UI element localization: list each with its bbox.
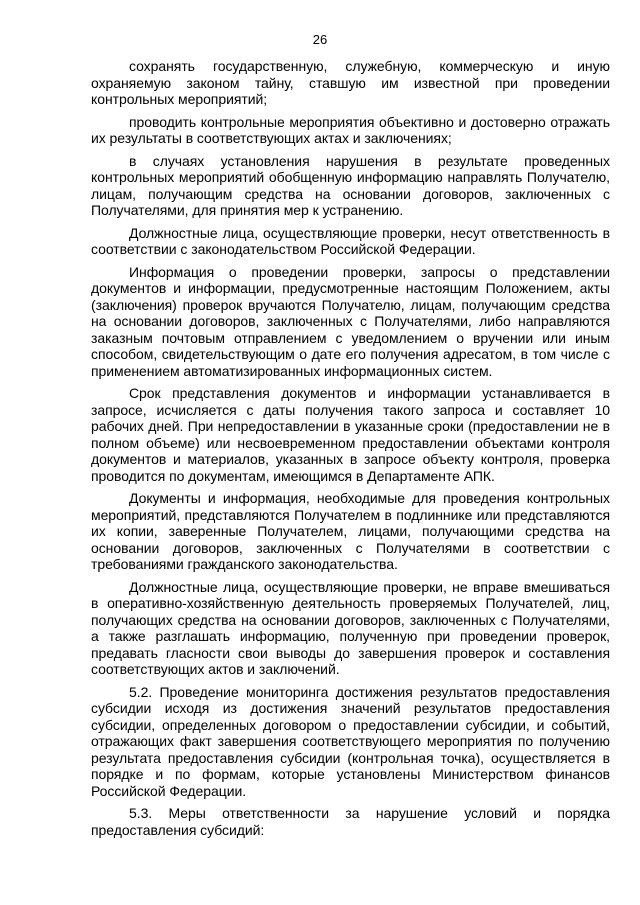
paragraph: Информация о проведении проверки, запросы о представлении документов и информации, предусмотренные настоящим Положением, акты (заключения) проверок вручаются Получателю, лицам, получающим средства на основании договоров, заключенных с Получателями, либо направляются заказным почтовым отправлением с уведомлением о вручении или иным способом, свидетельствующим о дате его получения адресатом, в том числе с применением автоматизированных информационных систем.: [91, 263, 610, 379]
document-body: [91, 58, 610, 844]
paragraph: в случаях установления нарушения в результате проведенных контрольных мероприятий обобщенную информацию направлять Получателю, лицам, получающим средства на основании договоров, заключенных с Получателями, для принятия мер к устранению.: [91, 152, 610, 218]
page-number: 26: [312, 32, 328, 47]
paragraph: Документы и информация, необходимые для проведения контрольных мероприятий, представляются Получателем в подлиннике или представляются их копии, заверенные Получателем, лицами, получающими средства на основании договоров, заключенных с Получателями в соответствии с требованиями гражданского законодательства.: [91, 490, 610, 572]
paragraph: 5.3. Меры ответственности за нарушение условий и порядка предоставления субсидий:: [91, 805, 610, 838]
paragraph: проводить контрольные мероприятия объективно и достоверно отражать их результаты в соответствующих актах и заключениях;: [91, 113, 610, 146]
paragraph: 5.2. Проведение мониторинга достижения результатов предоставления субсидии исходя из достижения значений результатов предоставления субсидии, определенных договором о предоставлении субсидии, и событий, отражающих факт завершения соответствующего мероприятия по получению результата предоставления субсидии (контрольная точка), осуществляется в порядке и по формам, которые установлены Министерством финансов Российской Федерации.: [91, 683, 610, 799]
paragraph: Срок представления документов и информации устанавливается в запросе, исчисляется с даты получения такого запроса и составляет 10 рабочих дней. При непредоставлении в указанные сроки (предоставлении не в полном объеме) или несвоевременном предоставлении объектами контроля документов и материалов, указанных в запросе объекту контроля, проверка проводится по документам, имеющимся в Департаменте АПК.: [91, 385, 610, 484]
paragraph: сохранять государственную, служебную, коммерческую и иную охраняемую законом тайну, ставшую им известной при проведении контрольных мероприятий;: [91, 58, 610, 107]
paragraph: Должностные лица, осуществляющие проверки, несут ответственность в соответствии с законодательством Российской Федерации.: [91, 224, 610, 257]
paragraph: Должностные лица, осуществляющие проверки, не вправе вмешиваться в оперативно-хозяйственную деятельность проверяемых Получателей, лиц, получающих средства на основании договоров, заключенных с Получателями, а также разглашать информацию, полученную при проведении проверок, предавать гласности свои выводы до завершения проверок и составления соответствующих актов и заключений.: [91, 578, 610, 677]
